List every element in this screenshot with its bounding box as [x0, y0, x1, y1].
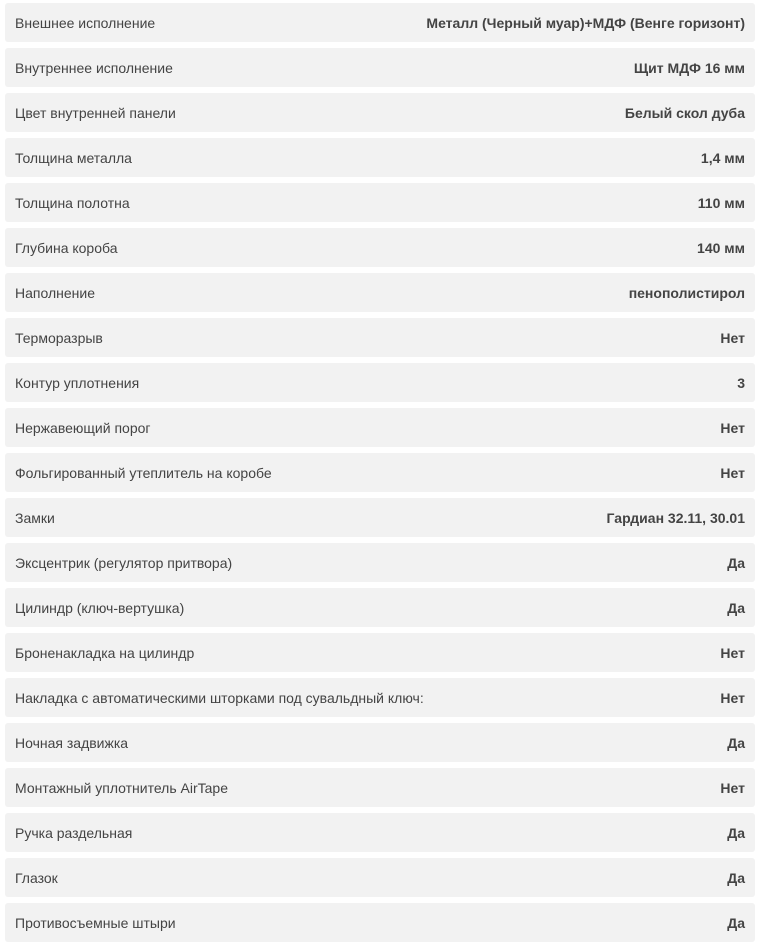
spec-value: Гардиан 32.11, 30.01: [606, 509, 745, 526]
spec-label: Наполнение: [15, 284, 95, 301]
spec-row: [5, 903, 755, 942]
spec-label: Нержавеющий порог: [15, 419, 151, 436]
spec-row: [5, 363, 755, 402]
spec-value: пенополистирол: [628, 284, 745, 301]
spec-value: Да: [727, 554, 745, 571]
spec-row: [5, 93, 755, 132]
spec-row: [5, 768, 755, 807]
spec-row: [5, 318, 755, 357]
spec-row: [5, 498, 755, 537]
spec-label: Внешнее исполнение: [15, 14, 156, 31]
spec-value: Щит МДФ 16 мм: [633, 59, 745, 76]
spec-value: Да: [727, 734, 745, 751]
spec-label: Монтажный уплотнитель AirTape: [15, 779, 228, 796]
spec-row: [5, 273, 755, 312]
spec-row: [5, 408, 755, 447]
spec-row: [5, 858, 755, 897]
spec-list: [5, 3, 755, 948]
spec-value: 140 мм: [697, 239, 745, 256]
spec-row: [5, 678, 755, 717]
spec-row: [5, 453, 755, 492]
spec-row: [5, 228, 755, 267]
spec-row: [5, 3, 755, 42]
spec-label: Глазок: [15, 869, 58, 886]
spec-label: Эксцентрик (регулятор притвора): [15, 554, 233, 571]
spec-row: [5, 633, 755, 672]
spec-row: [5, 48, 755, 87]
spec-label: Глубина короба: [15, 239, 118, 256]
spec-row: [5, 543, 755, 582]
spec-value: Белый скол дуба: [624, 104, 745, 121]
spec-label: Ночная задвижка: [15, 734, 129, 751]
spec-label: Броненакладка на цилиндр: [15, 644, 195, 661]
spec-value: 3: [737, 374, 745, 391]
spec-label: Накладка с автоматическими шторками под сувальдный ключ:: [15, 689, 424, 706]
spec-row: [5, 813, 755, 852]
spec-row: [5, 723, 755, 762]
spec-label: Цвет внутренней панели: [15, 104, 176, 121]
spec-label: Толщина полотна: [15, 194, 130, 211]
spec-label: Ручка раздельная: [15, 824, 133, 841]
spec-value: Нет: [720, 419, 745, 436]
spec-label: Противосъемные штыри: [15, 914, 176, 931]
spec-value: 1,4 мм: [700, 149, 745, 166]
spec-value: Нет: [720, 464, 745, 481]
spec-row: [5, 138, 755, 177]
spec-label: Контур уплотнения: [15, 374, 140, 391]
spec-value: 110 мм: [697, 194, 745, 211]
spec-value: Нет: [720, 779, 745, 796]
spec-value: Нет: [720, 644, 745, 661]
spec-label: Фольгированный утеплитель на коробе: [15, 464, 272, 481]
spec-value: Нет: [720, 329, 745, 346]
spec-value: Да: [727, 869, 745, 886]
spec-row: [5, 183, 755, 222]
spec-label: Толщина металла: [15, 149, 132, 166]
spec-value: Да: [727, 914, 745, 931]
spec-label: Внутреннее исполнение: [15, 59, 173, 76]
spec-value: Металл (Черный муар)+МДФ (Венге горизонт): [426, 14, 745, 31]
spec-row: [5, 588, 755, 627]
spec-value: Да: [727, 824, 745, 841]
spec-value: Да: [727, 599, 745, 616]
spec-label: Цилиндр (ключ-вертушка): [15, 599, 185, 616]
spec-label: Замки: [15, 509, 55, 526]
spec-label: Терморазрыв: [15, 329, 103, 346]
spec-value: Нет: [720, 689, 745, 706]
